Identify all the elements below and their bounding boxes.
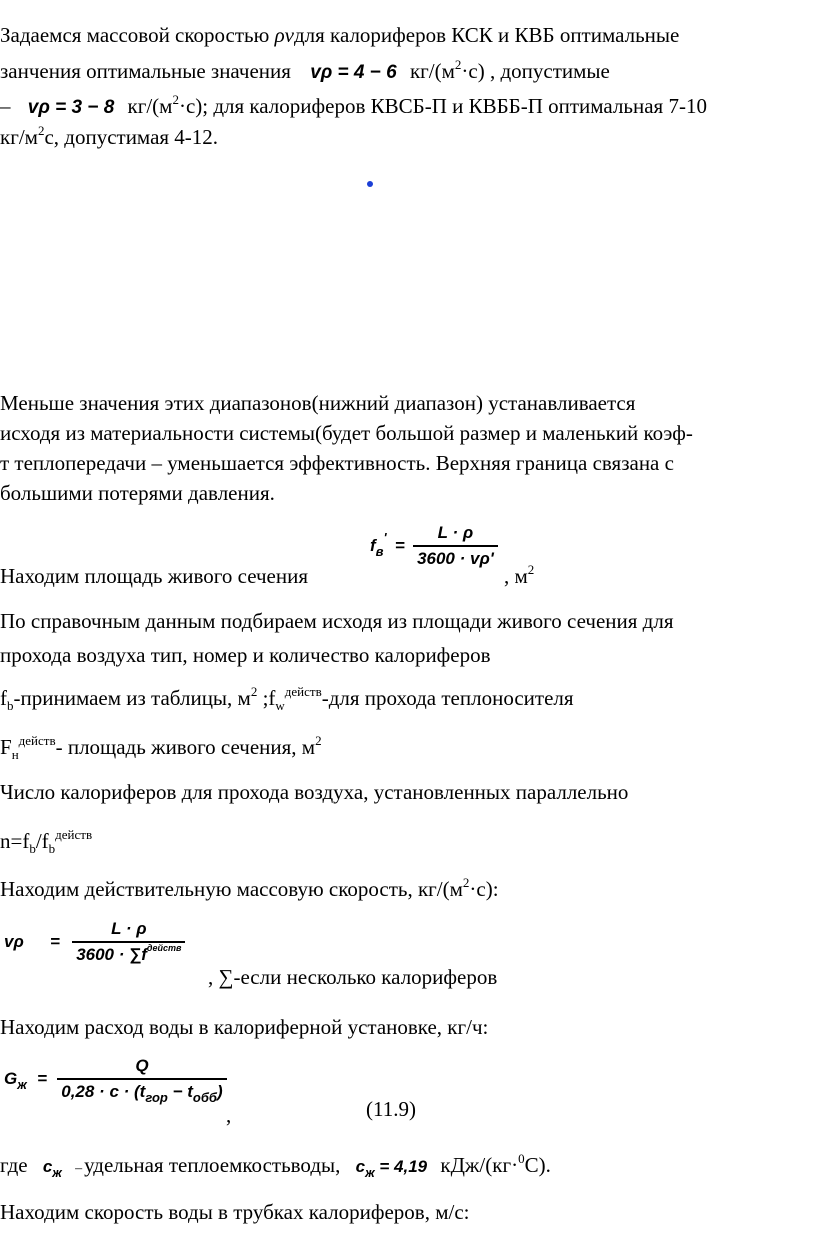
text-line: Находим расход воды в калориферной установке, кг/ч: [0,1015,489,1039]
text-line: $f_b$-принимаем из таблицы, $м^2$ $;f_w^{действ}$-для прохода теплоносителя [0,684,574,713]
text-line: – vρ = 3 − 8 $кг/(м^2\cdot с)$; для калориферов КВСБ-П и КВББ-П оптимальная 7-10 [0,92,707,118]
formula-image: vρ = $\frac{L \cdot \rho}{3600 \cdot \sum f^{действ}}$ [4,918,185,966]
text-line: , $м^2$ [504,562,535,588]
text-line: $F_н^{действ}-$ площадь живого сечения, $м^2$ [0,733,322,762]
paragraph: Меньше значения этих диапазонов(нижний диапазон) устанавливается исходя из материальности системы(будет большой размер и маленький коэф- т теплопередачи – уменьшается эффективность. Верхняя граница связана с большими потерями давления. [0,391,693,505]
text-line: Находим действительную массовую скорость, $кг/(м^2\cdot с)$: [0,875,499,901]
text-line: , ∑-если несколько калориферов [208,965,498,989]
formula-image: $G_ж$ = $\frac{Q}{0,28 \cdot c \cdot (t_{гор} - t_{обб})}$ [4,1055,227,1103]
text-line: Число калориферов для прохода воздуха, установленных параллельно [0,780,629,804]
text-line: занчения оптимальные значения vρ = 4 − 6 $кг/(м^2\cdot с)$ , допустимые [0,57,610,83]
formula-image: vρ = 3 − 8 [27,97,115,118]
formula-image: vρ = 4 − 6 [310,62,397,83]
text-line: $n=f_b/f_b^{действ}$ [0,827,93,856]
text-line: , [226,1103,232,1127]
text-line: Находим площадь живого сечения [0,564,309,588]
text-line: $кг/м^2с$, допустимая 4-12. [0,123,219,149]
formula-image: $f_в'$ = $\frac{L \cdot \rho}{3600 \cdot v\rho'}$ [370,522,498,570]
equation-number: (11.9) [366,1097,416,1121]
bullet-dot [367,181,373,187]
text-line: Находим скорость воды в трубках калориферов, м/с: [0,1200,470,1224]
paragraph: По справочным данным подбираем исходя из площади живого сечения для прохода воздуха тип, номер и количество калориферов [0,609,674,667]
text-line: Задаемся массовой скоростью ρvдля калориферов КСК и КВБ оптимальные [0,23,680,47]
text-line: где $c_ж$ –удельная теплоемкостьводы, $c_ж = 4,19$ кДж/(кг·$^0$С). [0,1151,551,1180]
